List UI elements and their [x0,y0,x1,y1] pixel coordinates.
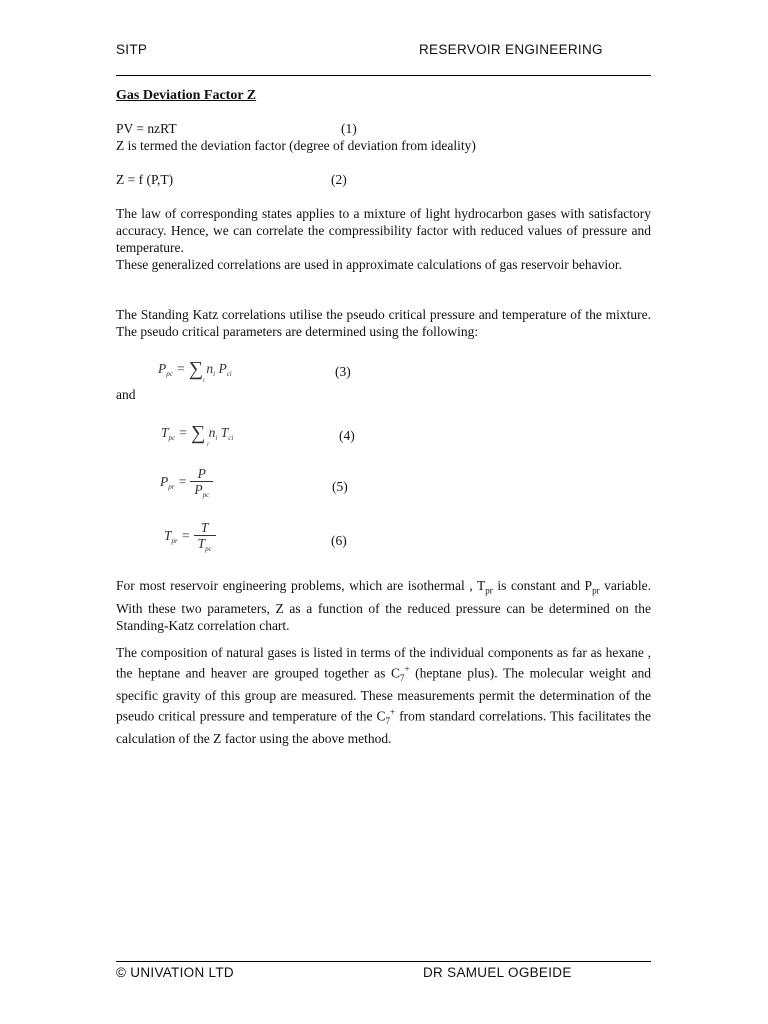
paragraph-4-part-b: is constant and P [492,578,593,593]
c7-subscript-2: 7 [385,716,391,727]
footer-left: © UNIVATION LTD [116,965,234,980]
paragraph-1: The law of corresponding states applies to a mixture of light hydrocarbon gases with satisfactory accuracy. Hence, we can correlate the compressibility factor with reduced values of pressure and temperature. [116,206,651,255]
equation-5-number: (5) [332,479,348,494]
paragraph-2: These generalized correlations are used in approximate calculations of gas reservoir behavior. [116,257,623,272]
paragraph-4-part-c: variable. With these two parameters, Z as a function of the reduced pressure can be determined on the Standing-Katz correlation chart. [116,578,651,633]
c7-superscript-2: + [390,707,396,718]
header-left: SITP [116,42,148,57]
paragraph-standing-katz [116,306,651,340]
equation-3-formula: $P_{pc}$ = ∑ $n_i$ $P_{ci}$ i [158,358,232,384]
footer-right: DR SAMUEL OGBEIDE [423,965,572,980]
paragraph-5 [116,644,651,747]
equation-4-number: (4) [339,428,355,443]
paragraph-5-part-b: (heptane plus). The molecular weight and specific gravity of this group are measured. These measurements permit the determination of the pseudo critical pressure and temperature of the C [116,665,651,724]
c7-superscript-1: + [404,664,410,674]
equation-1-note: Z is termed the deviation factor (degree of deviation from ideality) [116,138,476,153]
equation-2-number: (2) [331,172,347,187]
paragraph-4-part-a: For most reservoir engineering problems, which are isothermal , T [116,578,486,593]
paragraph-5-part-a: The composition of natural gases is listed in terms of the individual components as far as hexane , the heptane and heaver are grouped together as C [116,645,651,681]
equation-1-number: (1) [341,121,357,136]
equation-3-number: (3) [335,364,351,379]
paragraph-3: The Standing Katz correlations utilise the pseudo critical pressure and temperature of the mixture. The pseudo critical parameters are determined using the following: [116,307,651,339]
c7-subscript-1: 7 [399,673,405,684]
equation-2: Z = f (P,T) [116,172,174,187]
equation-6-formula: $T_{pr}$ = $\frac{T}{T_{pc}}$ [164,520,216,554]
tpr-subscript: pr [485,585,493,596]
paragraph-5-part-c: from standard correlations. This facilitates the calculation of the Z factor using the above method. [116,708,652,747]
paragraph-composition [116,644,651,747]
header-rule [116,75,651,76]
section-title: Gas Deviation Factor Z [116,88,257,103]
footer-rule [116,961,651,962]
paragraph-4 [116,577,651,634]
equation-4-formula: $T_{pc}$ = ∑ $n_i$ $T_{ci}$ i [161,422,234,448]
equation-6-number: (6) [331,533,347,548]
equation-1: PV = nzRT [116,121,177,136]
and-text: and [116,387,136,402]
ppr-subscript: pr [592,585,600,596]
paragraph-isothermal [116,577,651,634]
header-right: RESERVOIR ENGINEERING [419,42,603,57]
equation-5-formula: $P_{pr}$ = $\frac{P}{P_{pc}}$ [160,466,213,500]
paragraph-corresponding-states [116,205,651,273]
